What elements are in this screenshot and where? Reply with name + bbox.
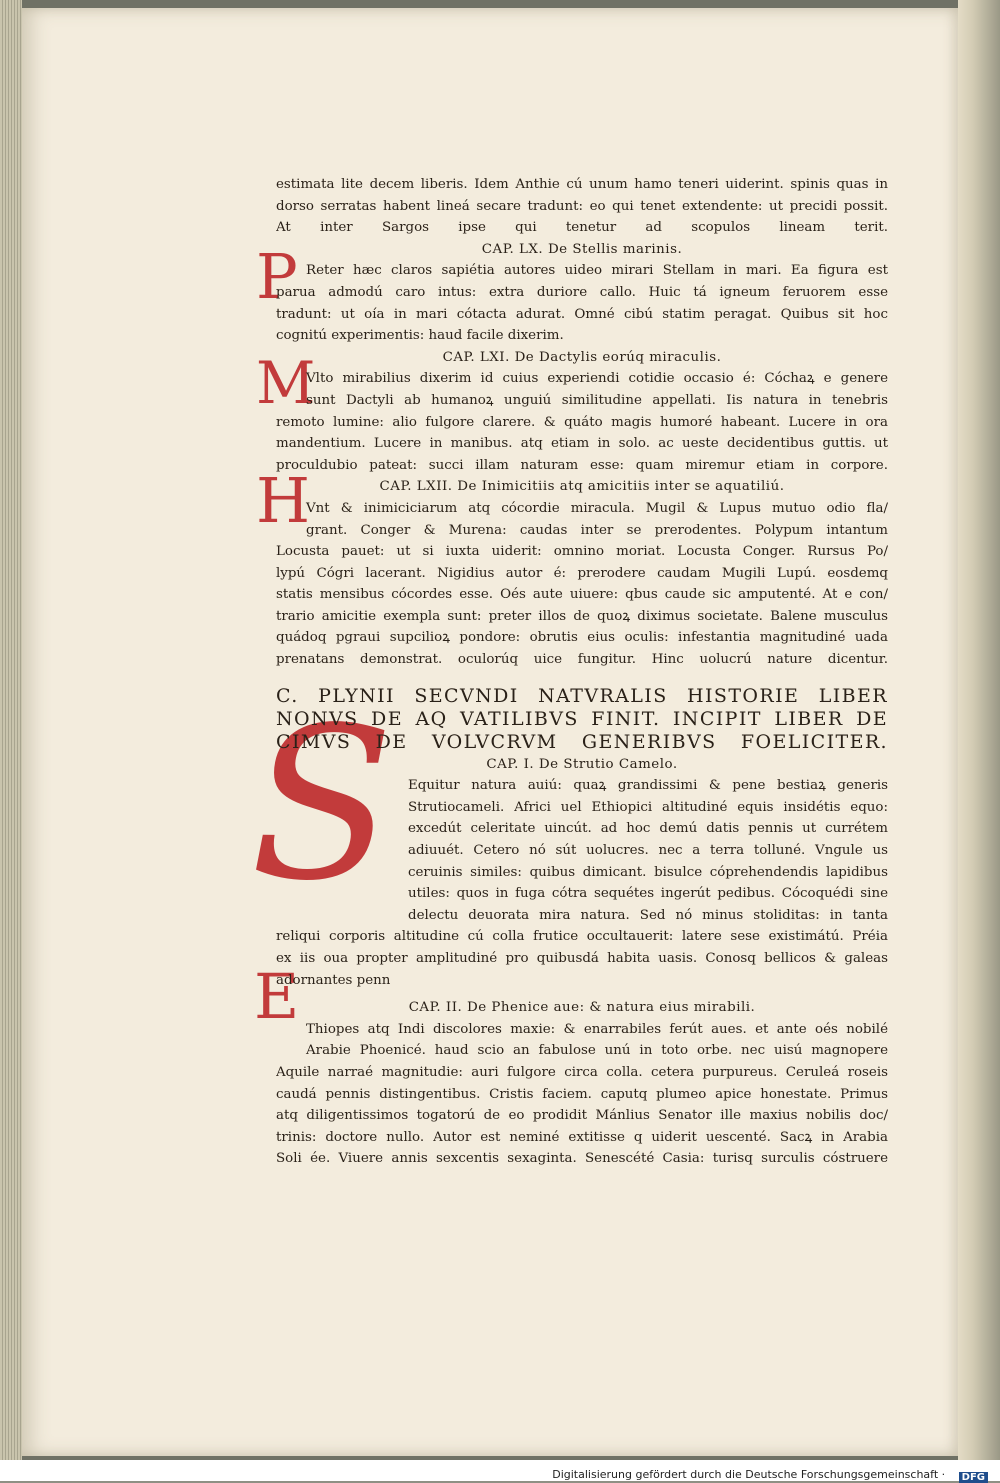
page-stack-right [958,0,1000,1460]
text-line: excedút celeritate uincút. ad hoc demú datis pennis ut currétem [408,821,888,837]
text-line: estimata lite decem liberis. Idem Anthie cú unum hamo teneri uiderint. spinis quas in [276,177,888,192]
dfg-logo: DFG [959,1472,988,1483]
text-line: trario amicitie exempla sunt: preter illos de quoꝝ diximus societate. Balene musculus [276,608,888,624]
text-line: Strutiocameli. Africi uel Ethiopici altitudiné equis insidétis equo: [408,799,888,815]
red-initial-p: P [256,240,298,313]
red-initial-e: E [254,960,300,1033]
text-line: parua admodú caro intus: extra duriore callo. Huic tá igneum feruorem esse [276,284,888,300]
text-line: caudá pennis distingentibus. Cristis faciem. caputq plumeo apice honestate. Primus [276,1086,888,1102]
text-line: delectu deuorata mira natura. Sed nó minus stoliditas: in tanta [408,907,888,923]
text-line: remoto lumine: alio fulgore clarere. & quáto magis humoré habeant. Lucere in ora [276,414,888,430]
heading-line: CIMVS DE VOLVCRVM GENERIBVS FOELICITER. [276,730,888,753]
text-line: sunt Dactyli ab humanoꝝ unguiú similitudine appellati. Iis natura in tenebris [306,392,888,408]
text-line: grant. Conger & Murena: caudas inter se prerodentes. Polypum intantum [306,522,888,538]
text-line: Vlto mirabilius dixerim id cuius experiendi cotidie occasio é: Cóchaꝝ e genere [306,371,888,387]
text-line: ex iis oua propter amplitudiné pro quibusdá habita uasis. Conosq bellicos & galeas [276,951,888,966]
footer-bar [0,1460,1000,1481]
text-line: Aquile narraé magnitudie: auri fulgore circa colla. cetera purpureus. Ceruleá roseis [276,1064,888,1080]
text-line: cognitú experimentis: haud facile dixerim. [276,328,564,344]
page-stack-left [0,0,22,1460]
text-line: atq diligentissimos togatorú de eo prodidit Mánlius Senator ille maxius nobilis doc/ [276,1108,888,1124]
text-line: trinis: doctore nullo. Autor est neminé extitisse q uiderit uescenté. Sacꝝ in Arabia [276,1129,888,1145]
text-line: adiuuét. Cetero nó sút uolucres. nec a terra tolluné. Vngule us [408,843,888,859]
text-line: Reter hæc claros sapiétia autores uideo mirari Stellam in mari. Ea figura est [306,263,888,279]
text-line: proculdubio pateat: succi illam naturam esse: quam miremur etiam in corpore. [276,457,888,473]
text-line: Soli ée. Viuere annis sexcentis sexaginta. Senescété Casia: turisq surculis cóstruere [276,1151,888,1167]
heading-line: C. PLYNII SECVNDI NATVRALIS HISTORIE LIBER [276,684,888,707]
text-line: statis mensibus cócordes esse. Oés aute uiuere: qbus caude sic amputenté. At e con/ [276,587,888,603]
chapter-heading-61: CAP. LXI. De Dactylis eorúq miraculis. [442,349,722,365]
text-line: adornantes penn [276,972,391,988]
red-initial-s: S [250,682,394,927]
chapter-heading-1: CAP. I. De Strutio Camelo. [486,756,678,772]
text-line: Vnt & inimiciciarum atq cócordie miracula. Mugil & Lupus mutuo odio fla/ [306,500,888,516]
text-line: At inter Sargos ipse qui tenetur ad scopulos lineam terit. [276,220,888,236]
text-line: dorso serratas habent lineá secare tradunt: eo qui tenet extendente: ut precidi possit. [276,198,888,214]
text-line: ceruinis similes: quibus dimicant. bisulce cóprehendendis lapidibus [408,864,888,880]
heading-line: NONVS DE AQ VATILIBVS FINIT. INCIPIT LIBER DE [276,707,888,730]
text-line: Locusta pauet: ut si iuxta uiderit: omnino moriat. Locusta Conger. Rursus Po/ [276,544,888,560]
text-column [276,174,888,1170]
text-line: quádoq pgraui supcilioꝝ pondore: obrutis eius oculis: infestantia magnitudiné uada [276,630,888,646]
footer-credit [552,1464,994,1483]
chapter-heading-2: CAP. II. De Phenice aue: & natura eius mirabili. [408,1000,756,1016]
text-line: Arabie Phoenicé. haud scio an fabulose unú in toto orbe. nec uisú magnopere [306,1043,888,1059]
red-initial-m: M [256,349,316,417]
book-colophon-heading [276,685,888,754]
text-line: prenatans demonstrat. oculorúq uice fungitur. Hinc uolucrú nature dicentur. [276,652,888,668]
text-line: utiles: quos in fuga cótra sequétes ingerút pedibus. Cócoquédi sine [408,886,888,902]
footer-text: Digitalisierung gefördert durch die Deutsche Forschungsgemeinschaft · [552,1468,946,1481]
text-line: lypú Cógri lacerant. Nigidius autor é: prerodere caudam Mugili Lupú. eosdemq [276,565,888,581]
text-line: tradunt: ut oía in mari cótacta adurat. Omné cibú statim peragat. Quibus sit hoc [276,306,888,322]
text-line: Thiopes atq Indi discolores maxie: & enarrabiles ferút aues. et ante oés nobilé [306,1021,888,1037]
text-line: mandentium. Lucere in manibus. atq etiam in solo. ac ueste decidentibus guttis. ut [276,436,888,452]
chapter-heading-60: CAP. LX. De Stellis marinis. [481,241,683,257]
text-line: Equitur natura auiú: quaꝝ grandissimi & pene bestiaꝝ generis [408,778,888,794]
red-initial-h: H [256,464,311,537]
text-line: reliqui corporis altitudine cú colla frutice occultauerit: latere sese existimátú. Préia [276,929,888,945]
chapter-heading-62: CAP. LXII. De Inimicitiis atq amicitiis inter se aquatiliú. [379,479,785,495]
